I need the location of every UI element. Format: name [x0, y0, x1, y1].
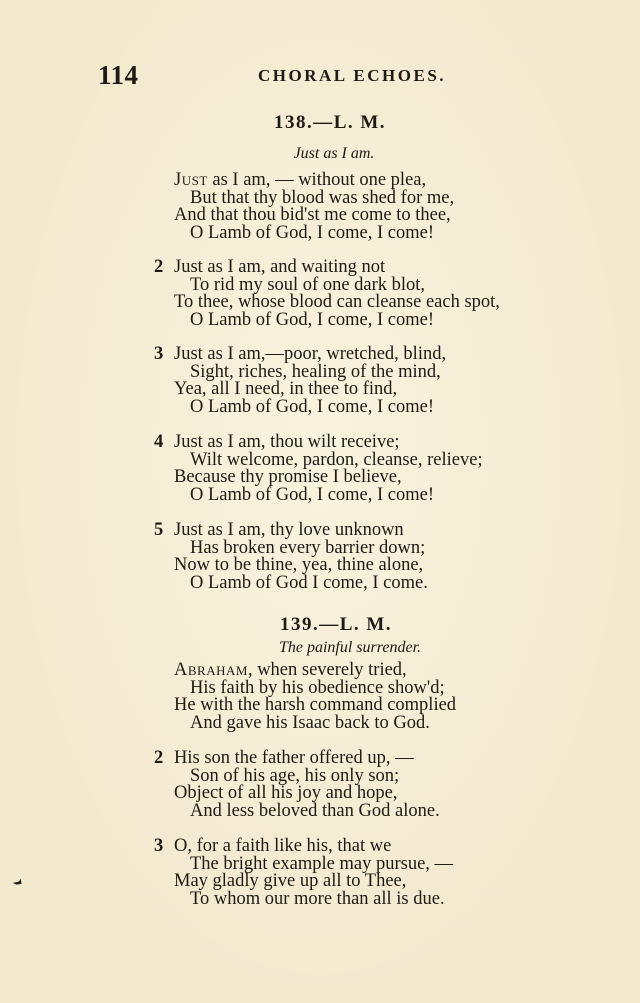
verse [150, 259, 570, 329]
verse [150, 434, 570, 504]
verse-line: To thee, whose blood can cleanse each spot, [174, 292, 500, 313]
verse-line: May gladly give up all to Thee, [174, 871, 407, 892]
verse-line: His faith by his obedience show'd; [190, 677, 445, 698]
verse-line: O Lamb of God, I come, I come! [190, 309, 435, 330]
opening-word: Just [174, 170, 208, 190]
hymn-number: 139.—L. M. [279, 614, 393, 635]
verse-line: And that thou bid'st me come to thee, [174, 205, 451, 226]
hymn-subtitle: Just as I am. [293, 145, 375, 162]
verse [150, 838, 570, 908]
verse [150, 172, 570, 242]
verse-line: Sight, riches, healing of the mind, [190, 361, 441, 382]
ink-blot-icon [12, 878, 24, 889]
verse-line: Yea, all I need, in thee to find, [174, 379, 398, 400]
verse-line: Because thy promise I believe, [174, 467, 402, 488]
verse-line: 2 Just as I am, and waiting not [154, 257, 386, 277]
verse-line: He with the harsh command complied [174, 695, 457, 716]
running-title: CHORAL ECHOES. [258, 66, 447, 85]
verse [150, 522, 570, 592]
verse [150, 750, 570, 820]
verse-line: Just as I am, — without one plea, [174, 170, 427, 190]
verse-line: To whom our more than all is due. [190, 888, 445, 909]
verse-line: O Lamb of God I come, I come. [190, 572, 428, 593]
verse-number: 4 [154, 432, 164, 452]
verse-line: To rid my soul of one dark blot, [190, 274, 426, 295]
verse [150, 346, 570, 416]
verse-line: 3 Just as I am,—poor, wretched, blind, [154, 344, 447, 364]
verse-number: 2 [154, 748, 164, 768]
margin-ink-mark [11, 875, 25, 892]
verse-line: Wilt welcome, pardon, cleanse, relieve; [190, 449, 483, 470]
verse-number: 3 [154, 344, 164, 364]
hymn-subtitle: The painful surrender. [278, 639, 422, 656]
verse-line: 3 O, for a faith like his, that we [154, 836, 392, 856]
verse [150, 662, 570, 732]
verse-line: Now to be thine, yea, thine alone, [174, 555, 424, 576]
verse-line: Abraham, when severely tried, [174, 660, 407, 680]
verse-line: Has broken every barrier down; [190, 537, 426, 558]
verse-line: 2 His son the father offered up, — [154, 748, 414, 768]
verse-number: 3 [154, 836, 164, 856]
verse-number: 5 [154, 520, 164, 540]
verse-line: And less beloved than God alone. [190, 800, 440, 821]
verse-line: Son of his age, his only son; [190, 765, 400, 786]
verse-line: 5 Just as I am, thy love unknown [154, 520, 404, 540]
verse-line: And gave his Isaac back to God. [190, 712, 430, 733]
page-number: 114 [98, 60, 139, 90]
hymn-number: 138.—L. M. [273, 112, 387, 133]
verse-line: Object of all his joy and hope, [174, 783, 398, 804]
verse-line: O Lamb of God, I come, I come! [190, 396, 435, 417]
opening-word: Abraham [174, 660, 248, 680]
verse-line: The bright example may pursue, — [190, 853, 454, 874]
verse-line: O Lamb of God, I come, I come! [190, 484, 435, 505]
verse-line: O Lamb of God, I come, I come! [190, 222, 435, 243]
verse-line: But that thy blood was shed for me, [190, 187, 455, 208]
verse-number: 2 [154, 257, 164, 277]
verse-line: 4 Just as I am, thou wilt receive; [154, 432, 400, 452]
